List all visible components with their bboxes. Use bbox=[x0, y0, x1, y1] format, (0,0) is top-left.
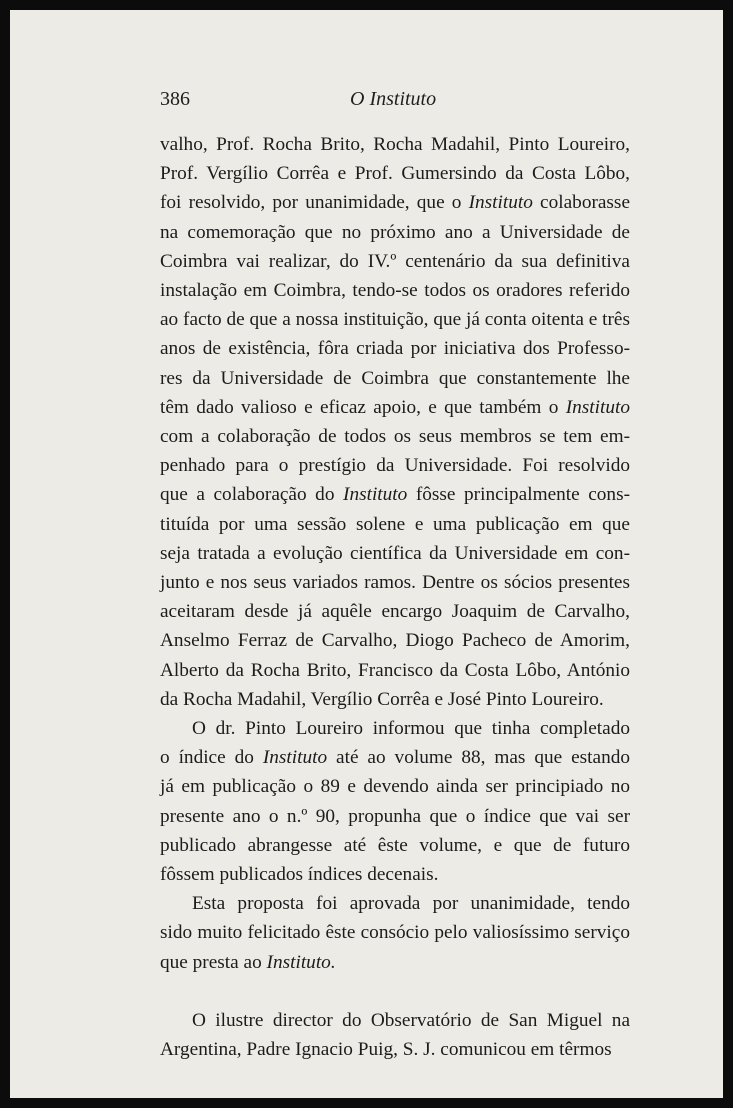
text-segment: da Rocha Madahil, Vergílio Corrêa e José Pinto Loureiro. bbox=[160, 688, 604, 710]
text-segment: valho, Prof. Rocha Brito, Rocha Madahil, Pinto Loureiro, bbox=[160, 134, 630, 155]
text-line bbox=[160, 364, 630, 393]
text-line bbox=[160, 568, 630, 597]
text-segment: colaborasse bbox=[532, 192, 630, 214]
text-segment: O ilustre director do Observatório de San Miguel na bbox=[192, 1009, 630, 1031]
text-segment: que presta ao bbox=[160, 951, 267, 973]
text-line bbox=[160, 305, 630, 334]
text-line bbox=[160, 159, 630, 188]
text-line bbox=[160, 276, 630, 305]
paragraph bbox=[160, 714, 630, 889]
text-line bbox=[160, 597, 630, 626]
text-segment: presente ano o n.º 90, propunha que o índice que vai ser bbox=[160, 805, 630, 827]
body-text bbox=[160, 130, 630, 1064]
text-line bbox=[160, 451, 630, 480]
page bbox=[10, 10, 723, 1098]
text-segment: até ao volume 88, mas que estando bbox=[327, 747, 630, 769]
text-segment: que a colaboração do bbox=[160, 484, 344, 506]
text-segment: Coimbra vai realizar, do IV.º centenário da sua definitiva bbox=[160, 250, 630, 272]
text-line bbox=[160, 1006, 630, 1035]
text-line bbox=[160, 772, 630, 801]
text-line bbox=[160, 130, 630, 159]
text-line bbox=[160, 685, 630, 714]
text-line bbox=[160, 510, 630, 539]
text-segment: seja tratada a evolução científica da Universidade em con- bbox=[160, 542, 630, 564]
text-line bbox=[160, 334, 630, 363]
italic-text: Instituto bbox=[468, 192, 533, 214]
text-line bbox=[160, 1035, 630, 1064]
text-segment: Esta proposta foi aprovada por unanimidade, tendo bbox=[192, 893, 630, 915]
text-line bbox=[160, 831, 630, 860]
paragraph bbox=[160, 1006, 630, 1064]
text-line bbox=[160, 480, 630, 509]
text-segment: o índice do bbox=[160, 747, 263, 769]
text-segment: res da Universidade de Coimbra que constantemente lhe bbox=[160, 367, 630, 389]
text-segment: foi resolvido, por unanimidade, que o bbox=[160, 192, 469, 214]
text-segment: fôsse principalmente cons- bbox=[407, 484, 631, 506]
italic-text: Instituto bbox=[262, 747, 328, 769]
text-segment: na comemoração que no próximo ano a Universidade de bbox=[160, 221, 630, 243]
text-segment: publicado abrangesse até êste volume, e que de futuro bbox=[160, 834, 630, 856]
text-line bbox=[160, 948, 630, 977]
text-line bbox=[160, 860, 630, 889]
text-line bbox=[160, 422, 630, 451]
text-line bbox=[160, 918, 630, 947]
text-line bbox=[160, 656, 630, 685]
paragraph-gap bbox=[160, 977, 630, 1006]
text-segment: O dr. Pinto Loureiro informou que tinha completado bbox=[192, 718, 630, 740]
text-segment: fôssem publicados índices decenais. bbox=[160, 864, 439, 886]
paragraph bbox=[160, 889, 630, 977]
text-line bbox=[160, 889, 630, 918]
text-segment: penhado para o prestígio da Universidade. Foi resolvido bbox=[160, 455, 630, 477]
text-segment: sido muito felicitado êste consócio pelo valiosíssimo serviço bbox=[160, 922, 630, 944]
text-line bbox=[160, 802, 630, 831]
paragraph bbox=[160, 130, 630, 714]
text-segment: ao facto de que a nossa instituição, que já conta oitenta e três bbox=[160, 309, 630, 331]
text-segment: Anselmo Ferraz de Carvalho, Diogo Pacheco de Amorim, bbox=[160, 630, 630, 652]
text-segment: tituída por uma sessão solene e uma publicação em que bbox=[160, 513, 630, 535]
text-segment: Prof. Vergílio Corrêa e Prof. Gumersindo da Costa Lôbo, bbox=[160, 163, 630, 185]
text-line bbox=[160, 218, 630, 247]
text-line bbox=[160, 393, 630, 422]
text-line bbox=[160, 626, 630, 655]
text-segment: instalação em Coimbra, tendo-se todos os oradores referido bbox=[160, 280, 630, 302]
text-segment: Argentina, Padre Ignacio Puig, S. J. comunicou em têrmos bbox=[160, 1039, 612, 1061]
text-line bbox=[160, 247, 630, 276]
text-segment: já em publicação o 89 e devendo ainda ser principiado no bbox=[160, 776, 630, 798]
italic-text: Instituto bbox=[565, 396, 630, 418]
text-line bbox=[160, 539, 630, 568]
text-segment: anos de existência, fôra criada por iniciativa dos Professo- bbox=[160, 338, 630, 360]
italic-text: Instituto bbox=[343, 484, 408, 506]
running-title: O Instituto bbox=[350, 88, 437, 110]
text-segment: têm dado valioso e eficaz apoio, e que também o bbox=[160, 396, 566, 418]
italic-text: Instituto. bbox=[266, 951, 336, 973]
text-line bbox=[160, 743, 630, 772]
text-segment: com a colaboração de todos os seus membros se tem em- bbox=[160, 426, 630, 448]
text-segment: aceitaram desde já aquêle encargo Joaquim de Carvalho, bbox=[160, 601, 630, 623]
text-line bbox=[160, 714, 630, 743]
text-segment: Alberto da Rocha Brito, Francisco da Costa Lôbo, António bbox=[160, 659, 630, 681]
page-number: 386 bbox=[160, 88, 190, 110]
text-line bbox=[160, 188, 630, 217]
page-header bbox=[160, 88, 640, 116]
text-segment: junto e nos seus variados ramos. Dentre os sócios presentes bbox=[160, 572, 630, 594]
